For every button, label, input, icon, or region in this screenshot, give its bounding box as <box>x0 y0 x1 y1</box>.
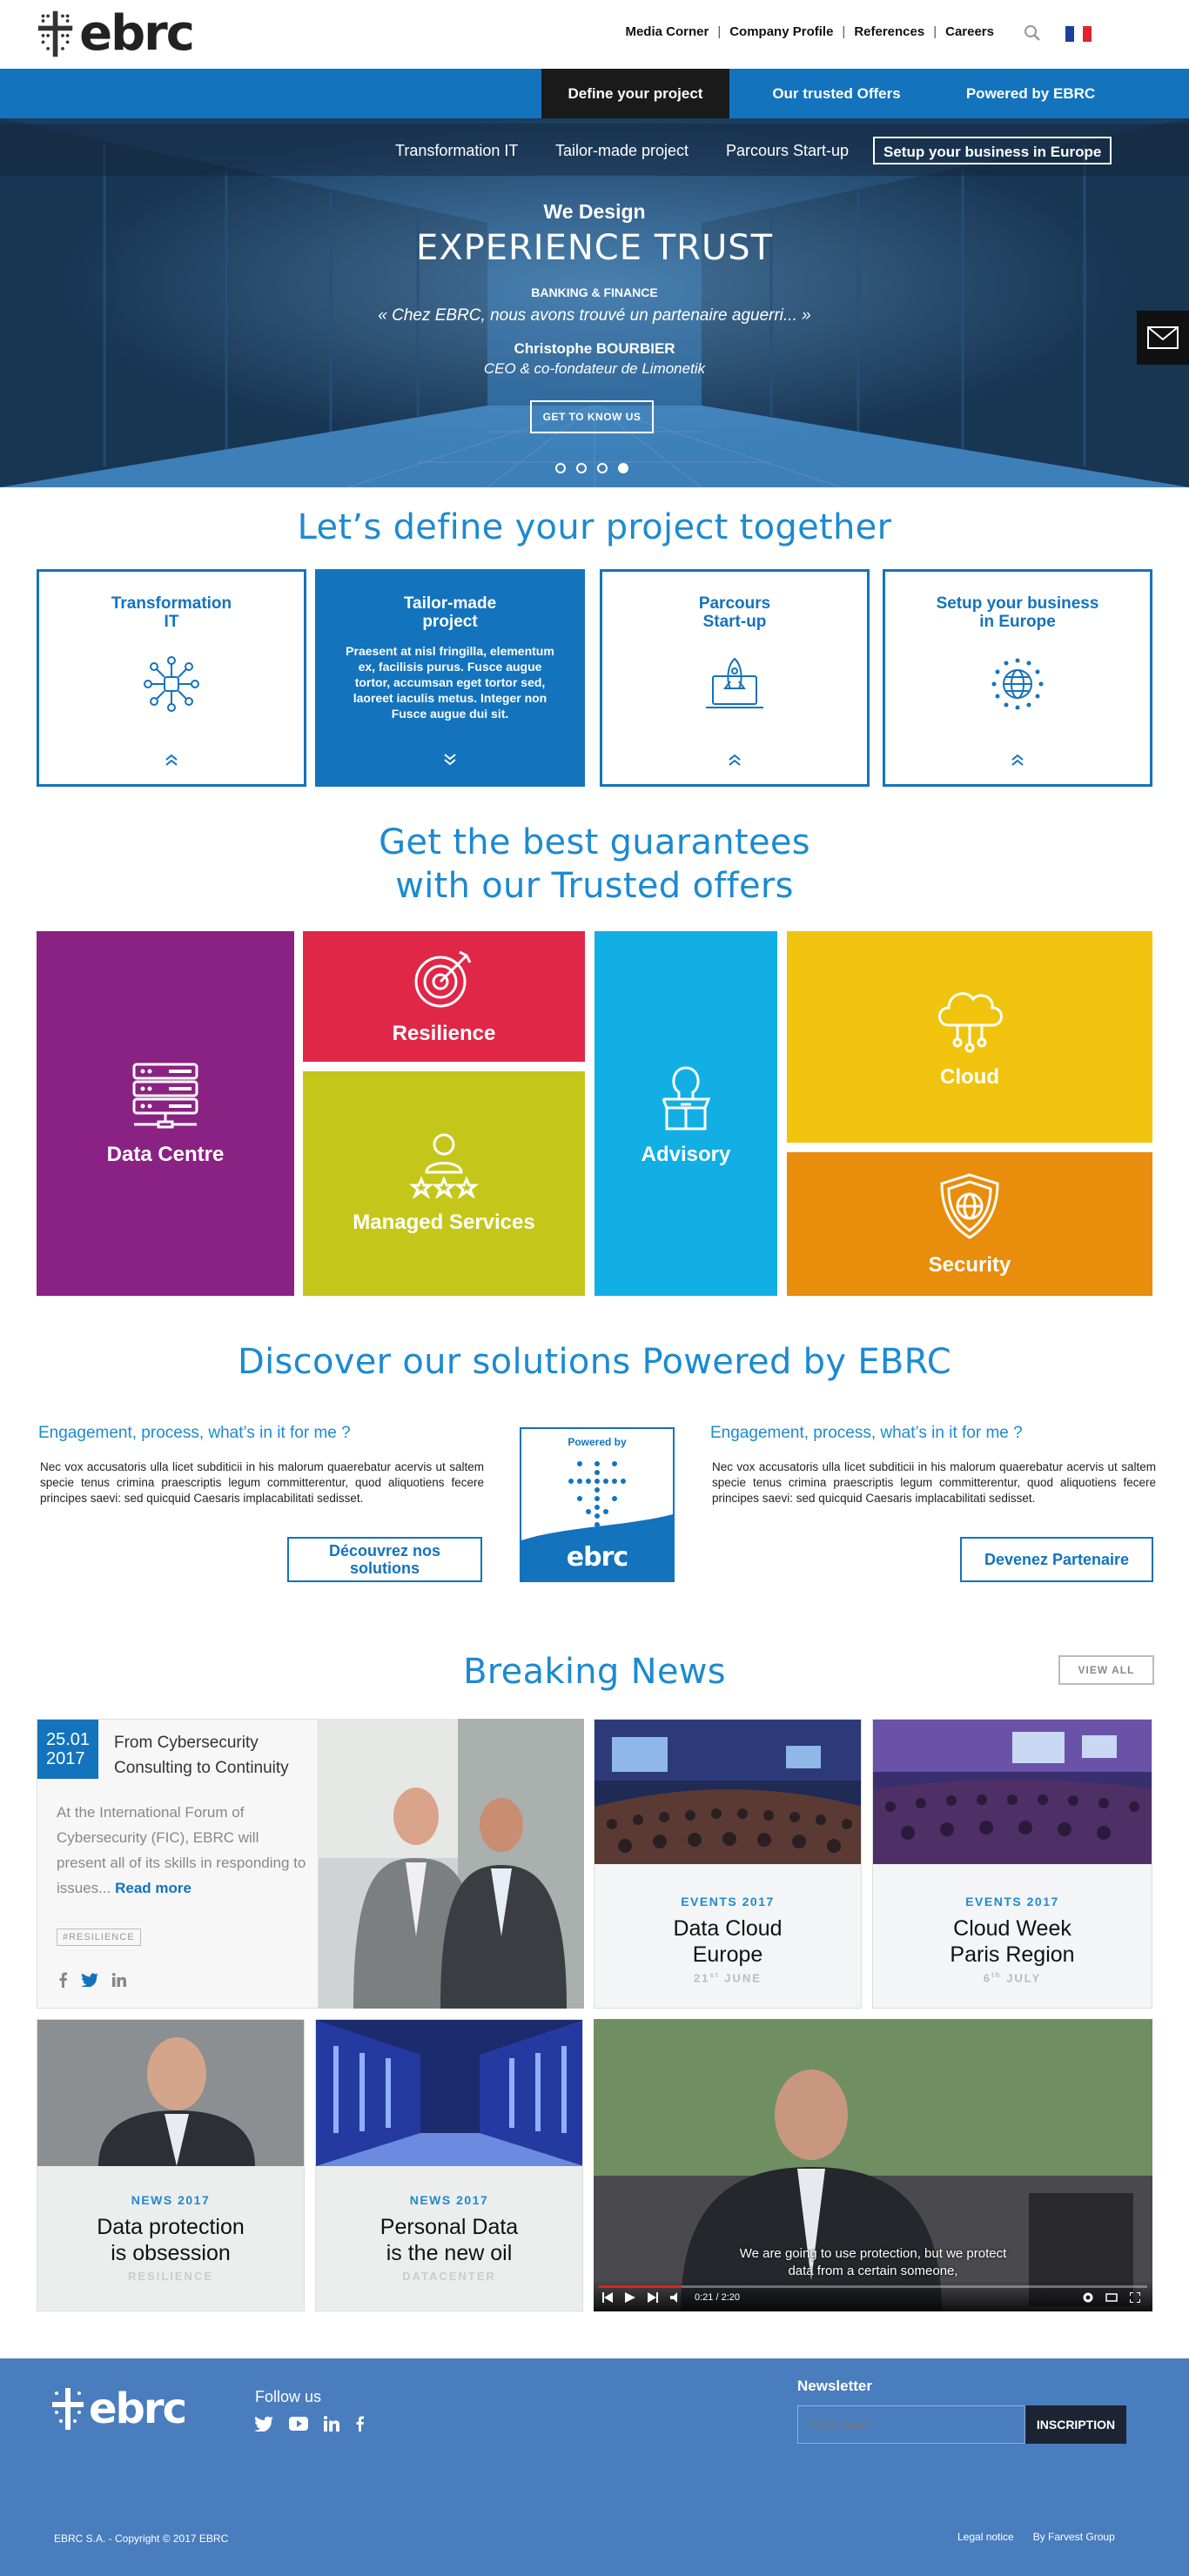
chevron-up-icon <box>728 753 742 767</box>
subnav-parcours-start-up[interactable]: Parcours Start-up <box>726 142 850 159</box>
powered-right-text: Nec vox accusatoris ulla licet subditicii in his malorum quaerebatur acervis ut saltem specie tenus crimina praescriptis legum committerentur, quod aliquotiens fecere principes saevi: sed quicquid Caesaris implacabilitati sedisset. <box>712 1460 1156 1505</box>
tile-label: Advisory <box>641 1142 731 1166</box>
slide-dot-2[interactable] <box>576 463 587 473</box>
news-date-badge <box>37 1720 98 1779</box>
tile-managed-services[interactable] <box>303 1071 585 1296</box>
date-month: JULY <box>1006 1971 1042 1985</box>
tile-security[interactable] <box>787 1152 1152 1296</box>
get-to-know-us-button[interactable]: GET TO KNOW US <box>530 400 654 433</box>
read-more-link[interactable]: Read more <box>115 1880 191 1896</box>
badge-wordmark: ebrc <box>566 1542 628 1573</box>
become-partner-button[interactable]: Devenez Partenaire <box>960 1537 1153 1582</box>
card-setup-business-europe[interactable] <box>883 569 1152 787</box>
excerpt-text: At the International Forum of Cybersecurity (FIC), EBRC will present all of its skills in responding to issues... <box>57 1804 306 1896</box>
event-date <box>873 1971 1152 1984</box>
linkedin-icon[interactable] <box>112 1973 126 1987</box>
event-category: EVENTS 2017 <box>681 1895 775 1909</box>
envelope-icon <box>1147 326 1179 349</box>
card-title-l1: Setup your business <box>936 594 1099 613</box>
view-all-button[interactable]: VIEW ALL <box>1058 1655 1154 1685</box>
footer-wordmark: ebrc <box>89 2385 186 2433</box>
video-progress-track[interactable] <box>599 2285 1147 2288</box>
video-controls <box>594 2280 1152 2311</box>
site-header <box>0 0 1189 69</box>
two-executives-photo <box>319 1719 584 2009</box>
chevron-up-icon <box>1011 753 1024 767</box>
video-time: 0:21 / 2:20 <box>695 2292 740 2303</box>
twitter-icon[interactable] <box>81 1973 98 1987</box>
hero-kicker: We Design <box>543 200 646 223</box>
title-l2: Europe <box>692 1942 763 1967</box>
server-rack-icon <box>131 1061 200 1130</box>
hero-sector: BANKING & FINANCE <box>531 285 658 299</box>
btn-l1: Découvrez nos <box>328 1542 441 1560</box>
news-subcategory: DATACENTER <box>402 2270 496 2283</box>
volume-icon[interactable] <box>670 2292 682 2303</box>
skip-back-icon[interactable] <box>602 2292 613 2303</box>
news-tag[interactable]: #RESILIENCE <box>57 1929 141 1946</box>
hero-headline: EXPERIENCE TRUST <box>415 228 774 268</box>
farvest-group-link[interactable]: By Farvest Group <box>1032 2531 1115 2543</box>
news-feature-card[interactable] <box>37 1719 319 2009</box>
nav-company-profile[interactable]: Company Profile <box>729 24 834 39</box>
follow-us-label: Follow us <box>255 2388 322 2405</box>
nav-references[interactable]: References <box>854 24 925 39</box>
auditorium-photo <box>873 1720 1152 1864</box>
subtitle-l1: We are going to use protection, but we protect <box>739 2246 1007 2261</box>
news-title-text <box>37 2214 304 2266</box>
youtube-icon[interactable] <box>289 2417 308 2431</box>
title-l1: Data protection <box>97 2215 245 2239</box>
card-title-l2: Start-up <box>702 613 767 631</box>
event-category: EVENTS 2017 <box>965 1895 1059 1909</box>
user-stars-icon <box>409 1132 479 1198</box>
card-tailor-made-project[interactable] <box>315 569 585 787</box>
logo-wordmark: ebrc <box>79 5 193 62</box>
news-category: NEWS 2017 <box>409 2193 489 2207</box>
define-project-title: Let’s define your project together <box>297 507 892 547</box>
offers-title <box>0 821 1189 908</box>
discover-solutions-button[interactable] <box>287 1537 482 1582</box>
date-day: 6 <box>983 1971 991 1985</box>
event-card-cloud-week[interactable] <box>872 1719 1152 2009</box>
rocket-laptop-icon <box>704 655 765 713</box>
card-title-l1: Parcours <box>698 594 771 613</box>
twitter-icon[interactable] <box>254 2416 273 2432</box>
card-transformation-it[interactable] <box>37 569 306 787</box>
date-day: 21 <box>694 1971 710 1985</box>
title-l2: is obsession <box>111 2241 231 2265</box>
tile-label: Managed Services <box>353 1211 535 1234</box>
title-l1: Data Cloud <box>673 1916 783 1941</box>
hero-slider <box>0 118 1189 487</box>
news-feature-title[interactable] <box>114 1730 289 1781</box>
footer-logo[interactable] <box>50 2385 185 2433</box>
event-title <box>594 1915 861 1968</box>
facebook-icon[interactable] <box>355 2416 364 2432</box>
offers-title-l2: with our Trusted offers <box>395 866 794 906</box>
logo-mark-icon <box>50 2386 85 2432</box>
tile-label: Security <box>928 1252 1011 1277</box>
offers-title-l1: Get the best guarantees <box>379 822 810 862</box>
facebook-icon[interactable] <box>58 1972 67 1988</box>
title-l2: Paris Region <box>950 1942 1075 1967</box>
slide-dot-1[interactable] <box>555 463 566 473</box>
linkedin-icon[interactable] <box>324 2416 339 2432</box>
powered-title: Discover our solutions Powered by EBRC <box>238 1342 951 1382</box>
title-l1: Cloud Week <box>953 1916 1071 1941</box>
hero-person: Christophe BOURBIER <box>514 340 675 357</box>
date-year: 2017 <box>46 1749 85 1768</box>
hero-quote: « Chez EBRC, nous avons trouvé un partenaire aguerri... » <box>378 306 811 325</box>
card-title-l2: IT <box>164 613 179 631</box>
subnav-transformation-it[interactable]: Transformation IT <box>395 142 519 159</box>
europe-globe-icon <box>989 655 1046 713</box>
tile-advisory[interactable] <box>594 931 777 1296</box>
copyright-text: EBRC S.A. - Copyright © 2017 EBRC <box>54 2532 229 2545</box>
video-progress-fill <box>599 2285 682 2288</box>
card-description: Praesent at nisl fringilla, elementum ex, facilisis purus. Fusce augue tortor, accumsan eget tortor sed, laoreet iaculis metus. Integer non Fusce augue dui sit. <box>346 644 554 721</box>
subtitle-l2: data from a certain someone, <box>788 2264 958 2278</box>
event-title <box>873 1915 1152 1968</box>
news-card-data-protection[interactable] <box>37 2019 305 2311</box>
slide-dot-3[interactable] <box>597 463 608 473</box>
newsletter-subscribe-button[interactable]: INSCRIPTION <box>1025 2405 1126 2444</box>
nav-media-corner[interactable]: Media Corner <box>625 24 709 39</box>
legal-notice-link[interactable]: Legal notice <box>957 2531 1014 2543</box>
video-player[interactable] <box>594 2019 1152 2311</box>
event-card-data-cloud[interactable] <box>594 1719 862 2009</box>
network-icon <box>143 655 200 713</box>
social-share <box>58 1972 126 1988</box>
play-icon[interactable] <box>625 2292 635 2303</box>
conference-photo <box>594 1720 862 1864</box>
tile-label: Data Centre <box>106 1142 225 1166</box>
news-title-text <box>316 2214 582 2266</box>
date-month: JUNE <box>724 1971 762 1985</box>
title-l2: is the new oil <box>386 2241 513 2265</box>
card-parcours-start-up[interactable] <box>600 569 870 787</box>
badge-top-text: Powered by <box>568 1436 627 1448</box>
powered-right-heading: Engagement, process, what’s in it for me ? <box>710 1424 1023 1442</box>
logo-mark-icon <box>37 8 74 60</box>
video-subtitles <box>594 2245 1152 2280</box>
news-card-personal-data[interactable] <box>315 2019 583 2311</box>
tile-data-centre[interactable] <box>37 931 294 1296</box>
news-title: Breaking News <box>463 1652 726 1692</box>
newsletter-email-input[interactable] <box>797 2405 1025 2444</box>
cloud-icon <box>933 985 1006 1053</box>
theater-mode-icon[interactable] <box>1105 2292 1118 2303</box>
french-flag-icon[interactable] <box>1065 26 1092 42</box>
server-corridor-photo <box>316 2020 583 2166</box>
subnav-setup-business-europe[interactable]: Setup your business in Europe <box>873 137 1112 164</box>
shield-globe-icon <box>935 1171 1004 1241</box>
btn-l2: solutions <box>349 1560 420 1577</box>
news-feature-excerpt <box>57 1800 309 1901</box>
powered-left-text: Nec vox accusatoris ulla licet subditicii in his malorum quaerebatur acervis ut saltem specie tenus crimina praescriptis legum committerentur, quod aliquotiens fecere principes saevi: sed quicquid Caesaris implacabilitati sedisset. <box>40 1460 484 1505</box>
fullscreen-icon[interactable] <box>1130 2292 1140 2303</box>
news-subcategory: RESILIENCE <box>127 2270 213 2283</box>
chevron-down-icon <box>443 753 457 767</box>
tile-cloud[interactable] <box>787 931 1152 1143</box>
ebrc-logo[interactable] <box>37 7 193 61</box>
card-title-l1: Transformation <box>111 594 232 613</box>
contact-mail-tab[interactable] <box>1137 311 1189 365</box>
skip-forward-icon[interactable] <box>648 2292 658 2303</box>
date-suffix: th <box>991 1971 1002 1979</box>
card-title-l2: project <box>422 613 478 631</box>
date-suffix: st <box>709 1971 720 1979</box>
settings-gear-icon[interactable] <box>1083 2292 1093 2303</box>
card-title-l1: Tailor-made <box>403 594 497 613</box>
tile-resilience[interactable] <box>303 931 585 1062</box>
site-footer <box>0 2358 1189 2576</box>
date-day: 25.01 <box>46 1730 91 1749</box>
hero-subnav <box>0 124 1189 176</box>
slide-dot-4-active[interactable] <box>618 463 628 473</box>
subnav-tailor-made-project[interactable]: Tailor-made project <box>555 142 689 159</box>
tile-label: Resilience <box>392 1022 496 1045</box>
chevron-up-icon <box>165 753 178 767</box>
tile-label: Cloud <box>940 1064 999 1089</box>
tab-trusted-offers[interactable]: Our trusted Offers <box>772 84 901 102</box>
footer-social <box>254 2416 364 2432</box>
search-icon[interactable] <box>1024 24 1041 42</box>
speaker-portrait-photo <box>37 2020 305 2166</box>
target-icon <box>413 947 475 1010</box>
main-tabs-bar <box>0 69 1189 118</box>
title-l1: Personal Data <box>380 2215 519 2239</box>
powered-left-heading: Engagement, process, what’s in it for me ? <box>38 1424 351 1442</box>
top-nav: Media Corner | Company Profile | References | Careers <box>625 24 994 39</box>
title-l1: From Cybersecurity <box>114 1734 259 1752</box>
tab-define-project[interactable]: Define your project <box>541 69 729 118</box>
event-date <box>594 1971 861 1984</box>
newsletter-label: Newsletter <box>797 2378 872 2394</box>
title-l2: Consulting to Continuity <box>114 1759 289 1777</box>
powered-by-ebrc-badge <box>520 1427 675 1582</box>
nav-careers[interactable]: Careers <box>945 24 994 39</box>
news-category: NEWS 2017 <box>131 2193 211 2207</box>
hero-role: CEO & co-fondateur de Limonetik <box>483 360 706 377</box>
card-title-l2: in Europe <box>979 613 1056 631</box>
lightbulb-box-icon <box>658 1061 714 1130</box>
tab-powered-by-ebrc[interactable]: Powered by EBRC <box>965 84 1096 102</box>
